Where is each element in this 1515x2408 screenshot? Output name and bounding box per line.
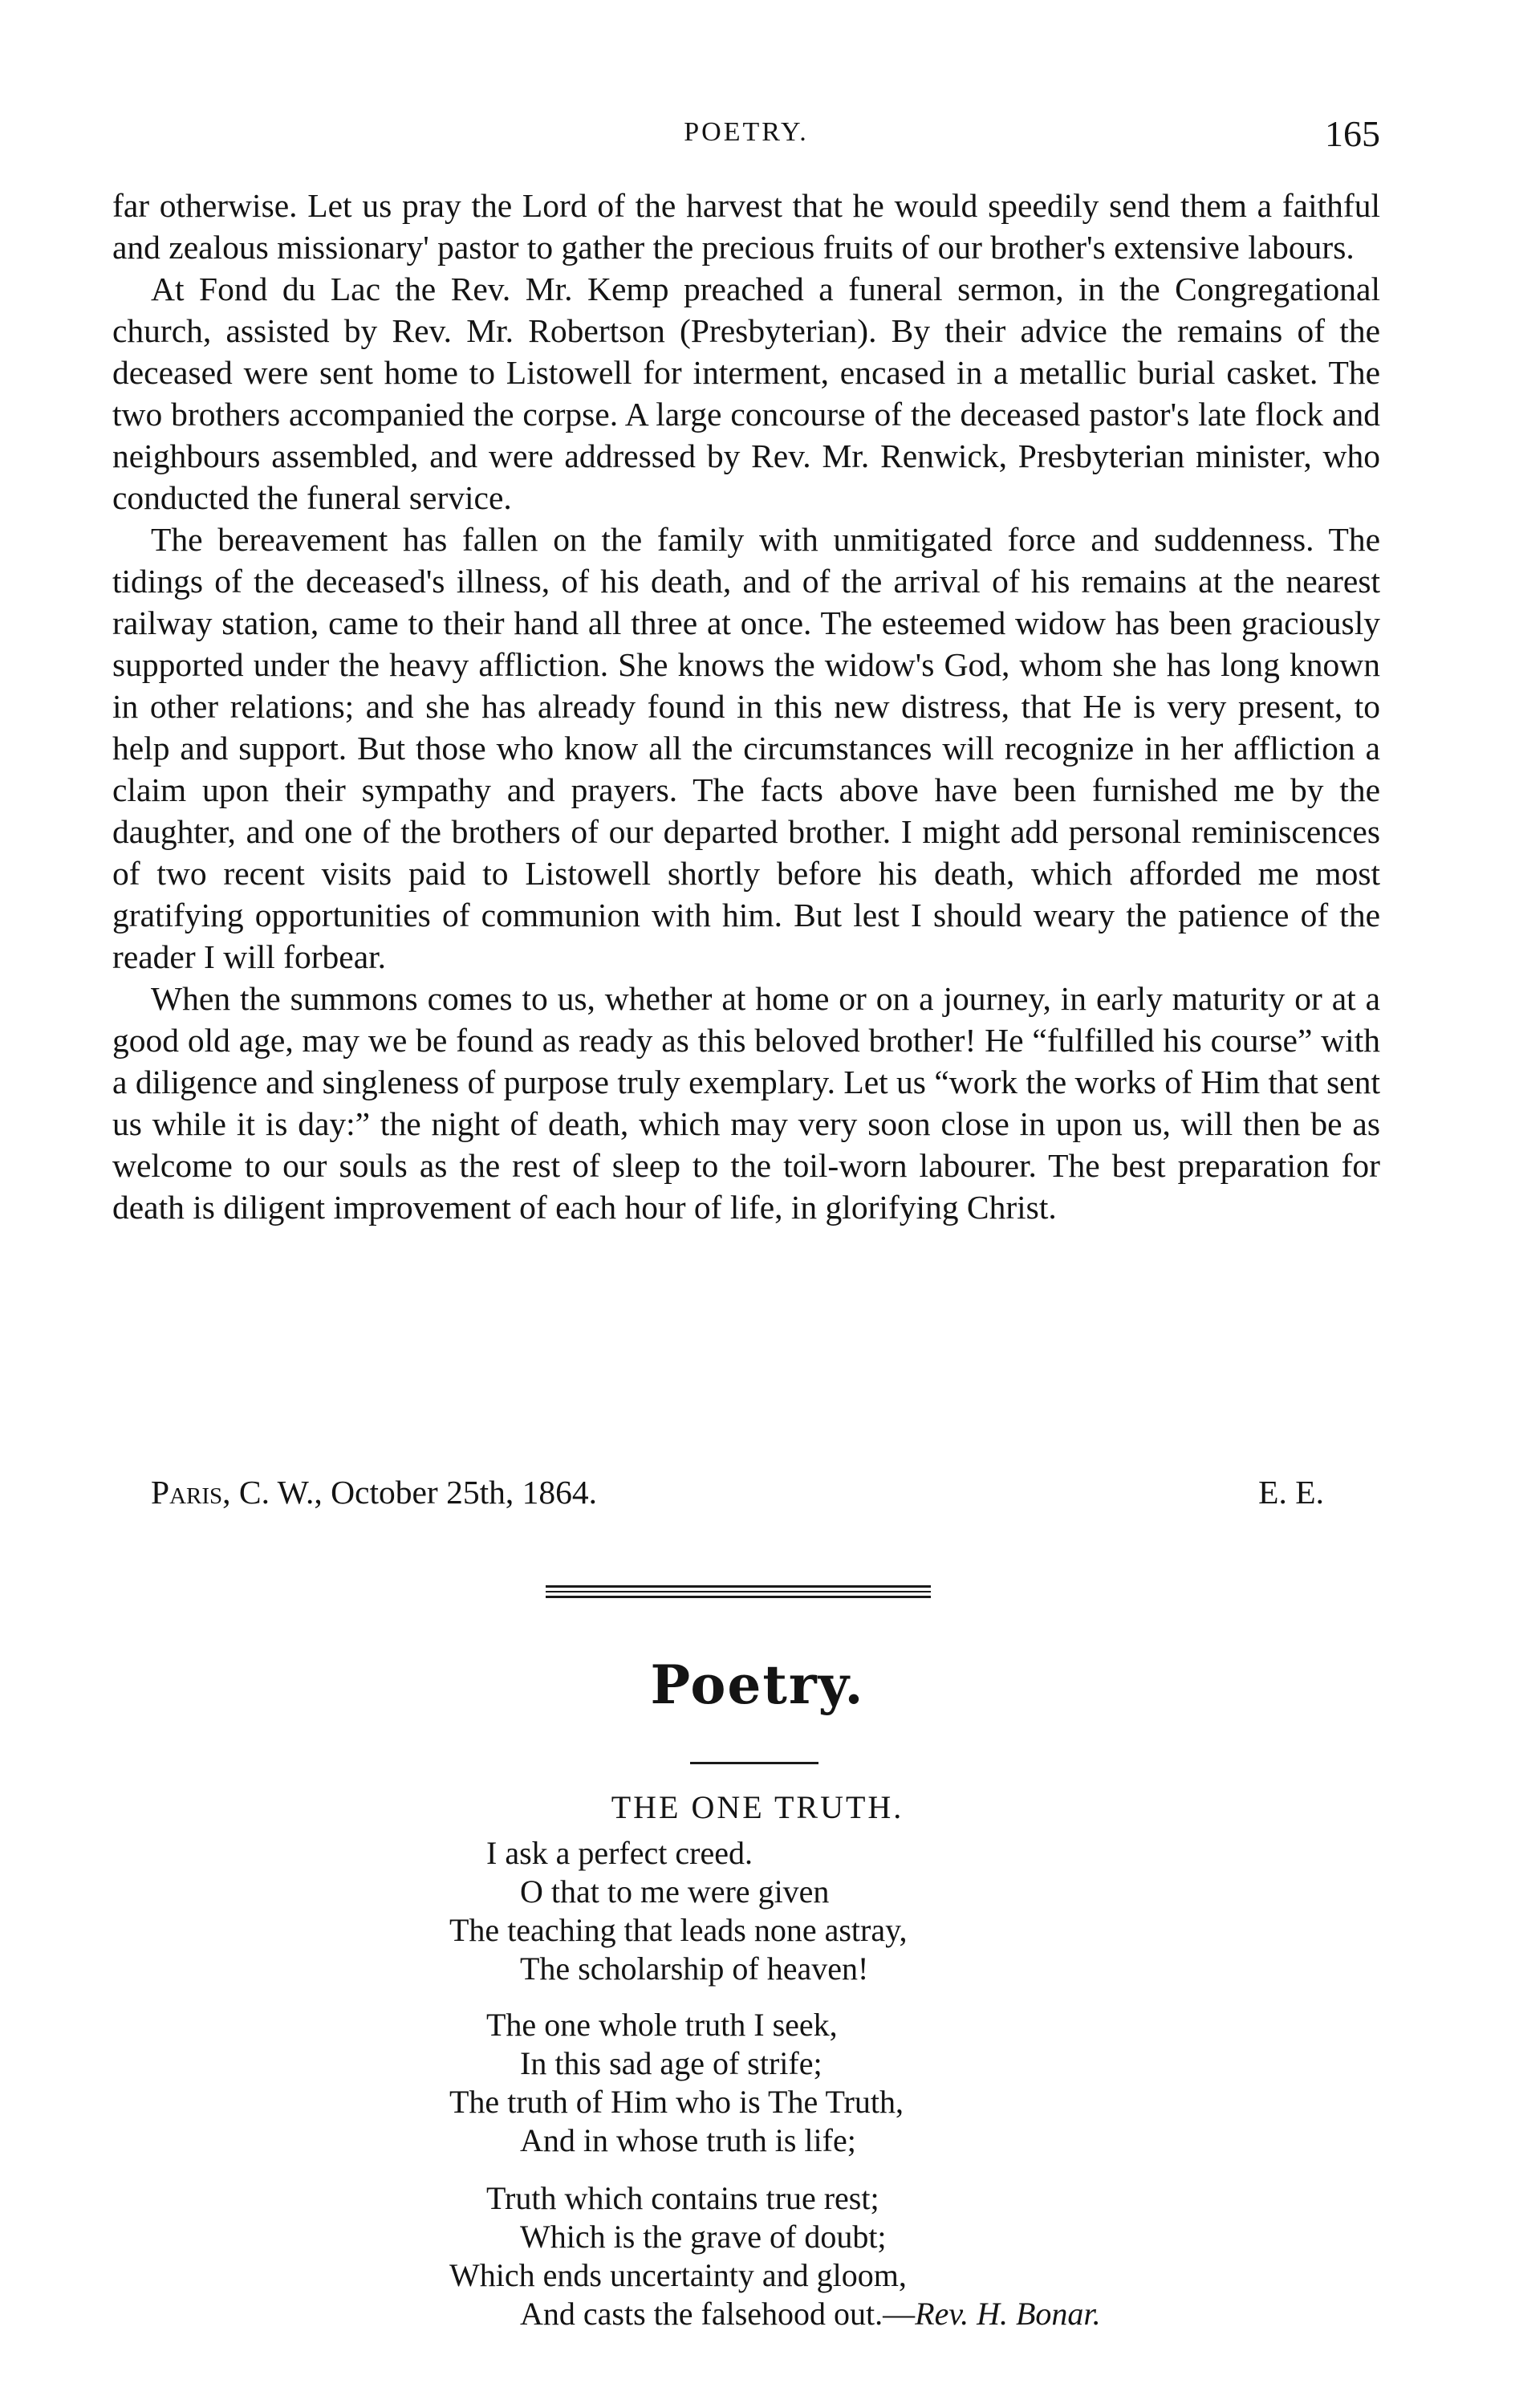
- article-body: [112, 185, 1380, 1228]
- poem-title: THE ONE TRUTH.: [611, 1789, 904, 1825]
- poem-line: [520, 2295, 1101, 2333]
- paragraph: At Fond du Lac the Rev. Mr. Kemp preached a funeral sermon, in the Congregational church, assisted by Rev. Mr. Robertson (Presbyterian). By their advice the remains of the deceased were sent home to Listowell for interment, encased in a metallic burial casket. The two brothers accompanied the corpse. A large concourse of the deceased pastor's late flock and neighbours assembled, and were addressed by Rev. Mr. Renwick, Presbyterian minister, who conducted the funeral service.: [112, 270, 1380, 516]
- poem-line: The truth of Him who is The Truth,: [449, 2084, 904, 2120]
- poem-line-text: And casts the falsehood out.—: [520, 2296, 916, 2332]
- signoff-initials: E. E.: [1258, 1474, 1324, 1511]
- paragraph: When the summons comes to us, whether at home or on a journey, in early maturity or at a good old age, may we be found as ready as this beloved brother! He “fulfilled his course” with a diligence and singleness of purpose truly exemplary. Let us “work the works of Him that sent us while it is day:” the night of death, which may very soon close in upon us, will then be as welcome to our souls as the rest of sleep to the toil-worn labourer. The best preparation for death is diligent improvement of each hour of life, in glorifying Christ.: [112, 980, 1380, 1226]
- signoff-place: Paris: [151, 1474, 223, 1511]
- running-head: [112, 112, 1380, 161]
- poem-line: In this sad age of strife;: [520, 2045, 822, 2081]
- poem-line: Which is the grave of doubt;: [520, 2219, 887, 2255]
- poem-line: The scholarship of heaven!: [520, 1950, 869, 1987]
- section-divider: [546, 1585, 931, 1598]
- heading-rule: [690, 1762, 818, 1764]
- section-heading: Poetry.: [650, 1653, 865, 1716]
- poem-line: O that to me were given: [520, 1873, 830, 1910]
- signoff-date: , C. W., October 25th, 1864.: [222, 1474, 598, 1511]
- signoff-place-date: [151, 1473, 597, 1511]
- poem-line: The teaching that leads none astray,: [449, 1912, 908, 1948]
- poem-line: The one whole truth I seek,: [486, 2007, 838, 2043]
- poem-attribution: Rev. H. Bonar.: [915, 2296, 1101, 2332]
- poem-line: And in whose truth is life;: [520, 2122, 856, 2158]
- page-number: 165: [1325, 113, 1380, 154]
- poem-line: I ask a perfect creed.: [486, 1835, 753, 1871]
- article-signoff: [151, 1473, 1324, 1518]
- paragraph: The bereavement has fallen on the family with unmitigated force and suddenness. The tidings of the deceased's illness, of his death, and of the arrival of his remains at the nearest railway station, came to their hand all three at once. The esteemed widow has been graciously supported under the heavy affliction. She knows the widow's God, whom she has long known in other relations; and she has already found in this new distress, that He is very present, to help and support. But those who know all the circumstances will recognize in her affliction a claim upon their sympathy and prayers. The facts above have been furnished me by the daughter, and one of the brothers of our departed brother. I might add personal reminiscences of two recent visits paid to Listowell shortly before his death, which afforded me most gratifying opportunities of communion with him. But lest I should weary the patience of the reader I will forbear.: [112, 521, 1380, 975]
- poem-line: Which ends uncertainty and gloom,: [449, 2257, 907, 2293]
- paragraph: far otherwise. Let us pray the Lord of the harvest that he would speedily send them a faithful and zealous missionary' pastor to gather the precious fruits of our brother's extensive labours.: [112, 187, 1380, 266]
- poem-line: Truth which contains true rest;: [486, 2180, 879, 2216]
- running-head-title: POETRY.: [684, 117, 809, 147]
